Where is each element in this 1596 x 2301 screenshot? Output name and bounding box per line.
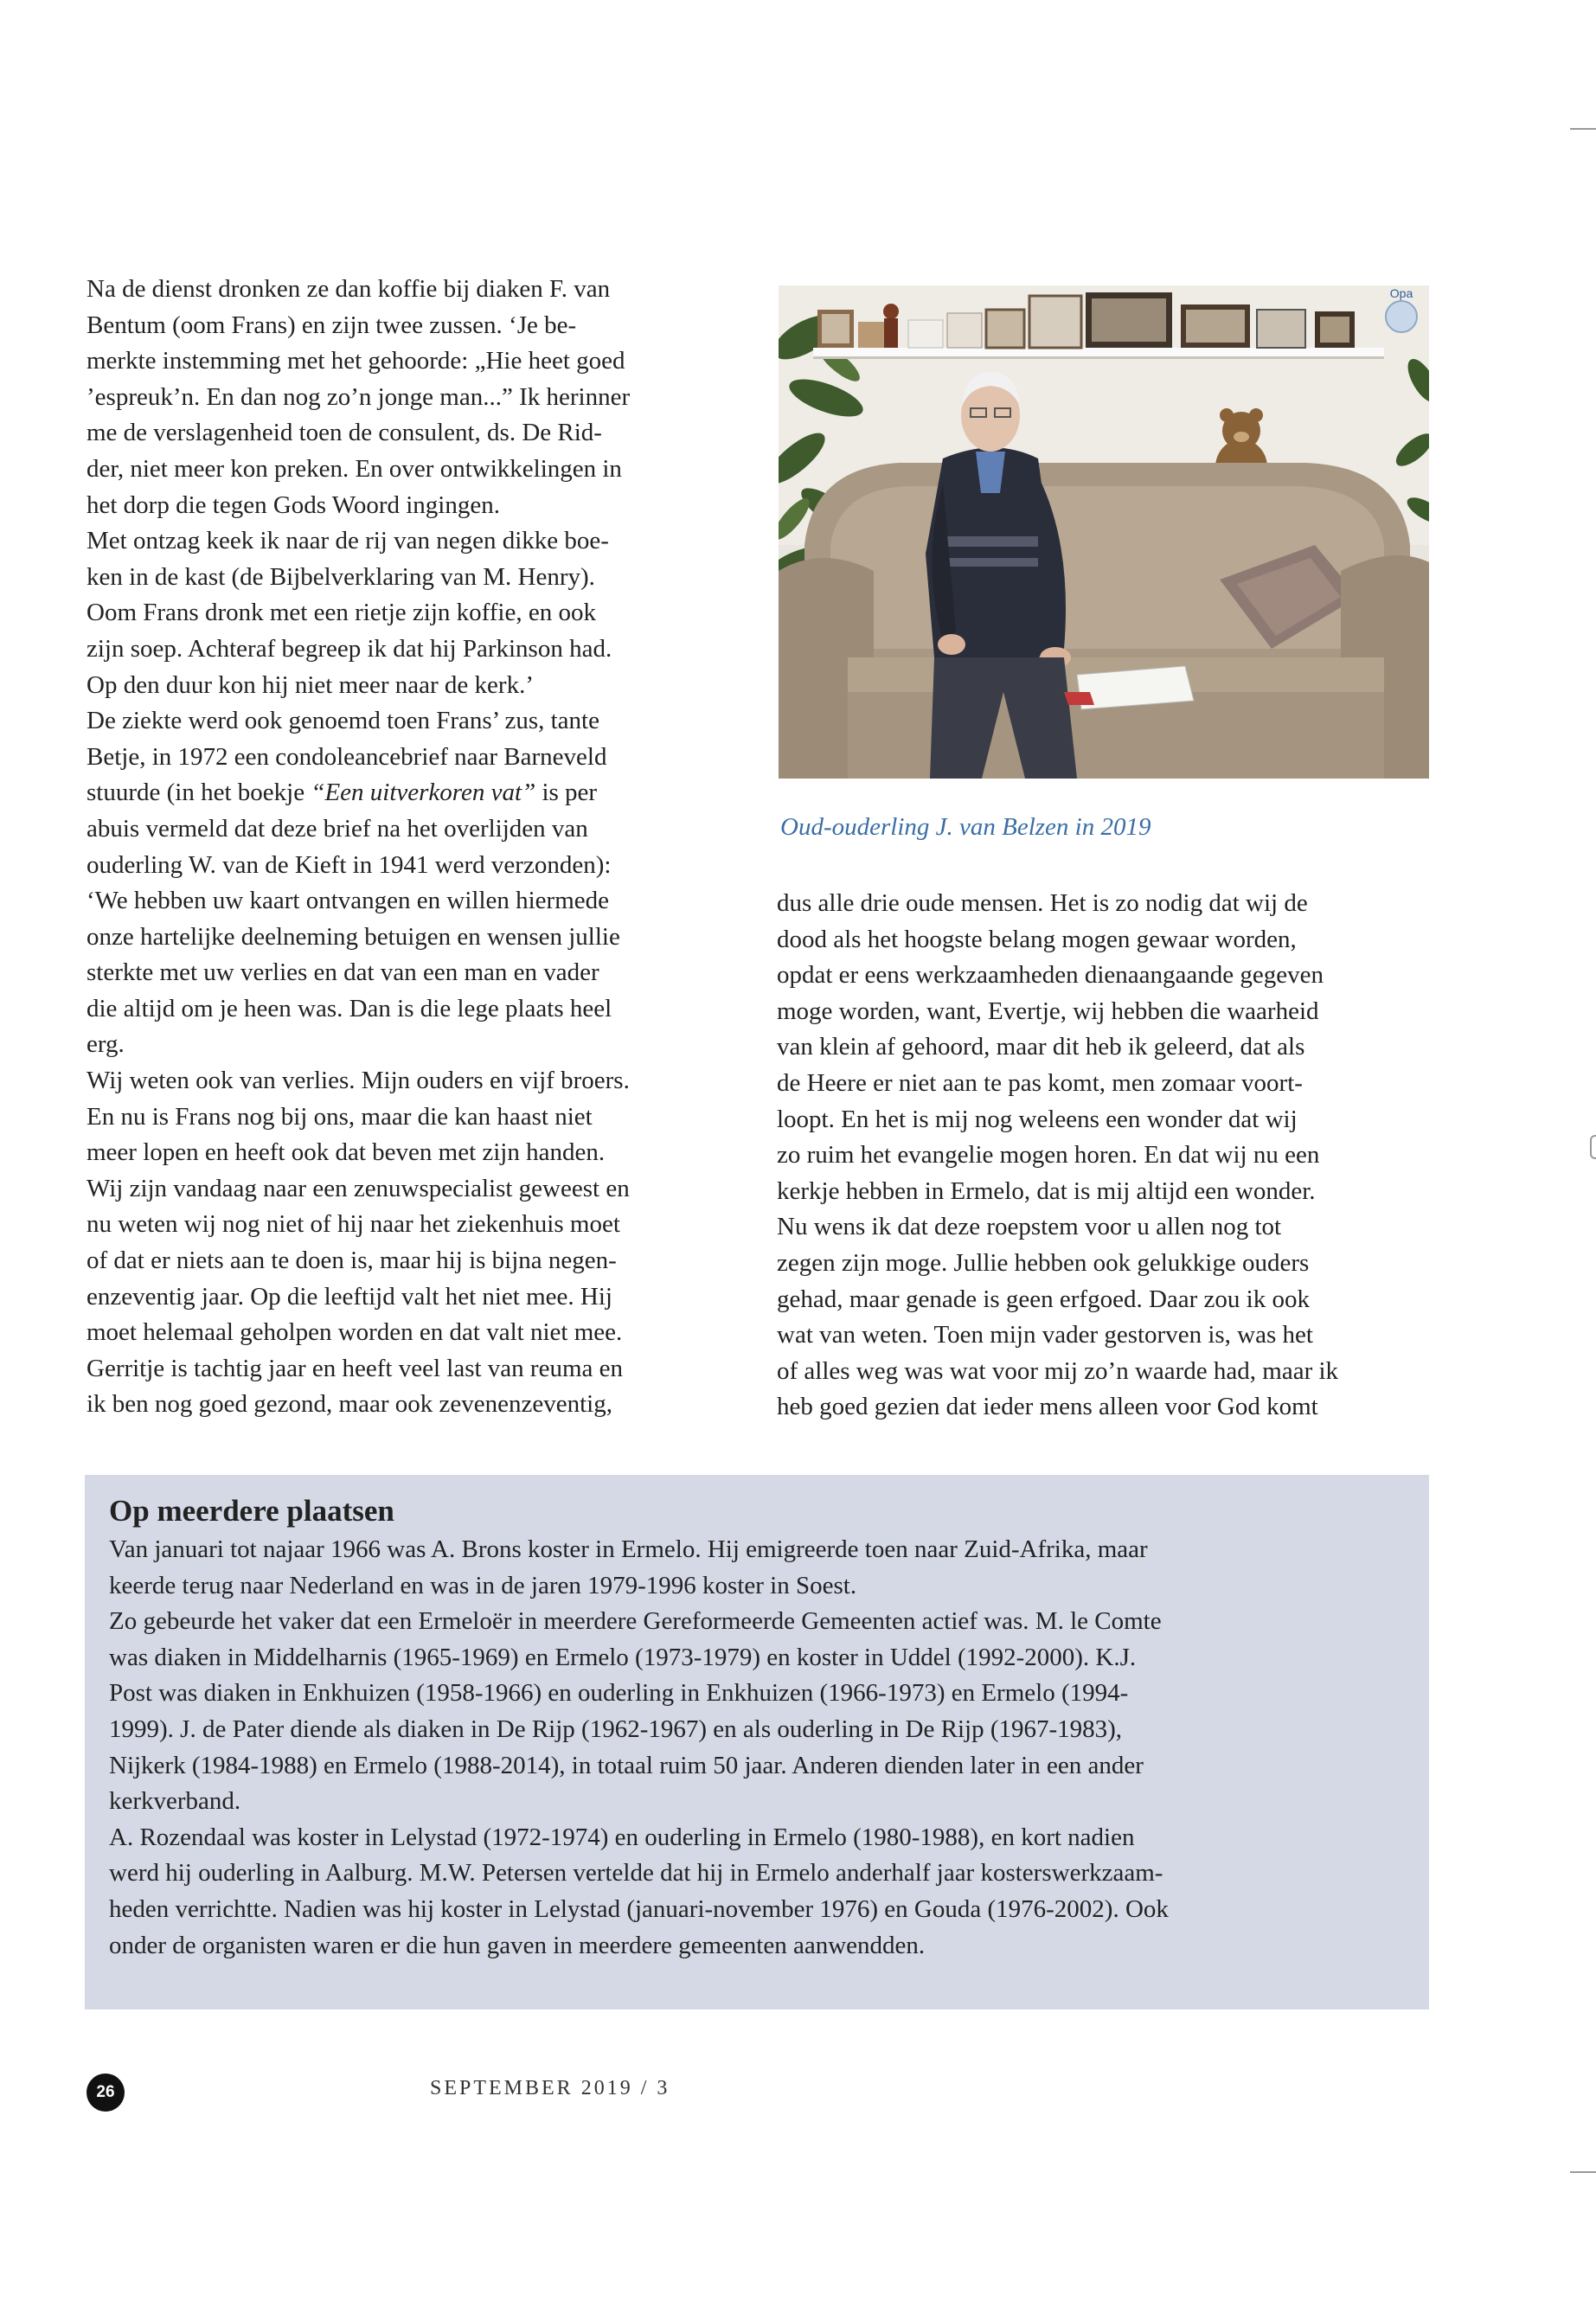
text-segment: moge worden, want, Evertje, wij hebben die waarheid	[777, 997, 1319, 1025]
text-segment: dood als het hoogste belang mogen gewaar worden,	[777, 925, 1297, 953]
text-line: werd hij ouderling in Aalburg. M.W. Petersen vertelde dat hij in Ermelo anderhalf jaar kosterswerkzaam-	[109, 1859, 1163, 1888]
text-segment: Betje, in 1972 een condoleancebrief naar Barneveld	[87, 742, 607, 771]
text-line	[87, 991, 744, 1028]
text-line	[87, 1063, 744, 1099]
text-line	[87, 1279, 744, 1316]
text-segment: zijn soep. Achteraf begreep ik dat hij Parkinson had.	[87, 634, 612, 663]
text-line	[87, 272, 744, 308]
text-line: Nijkerk (1984-1988) en Ermelo (1988-2014), in totaal ruim 50 jaar. Anderen dienden later in een ander	[109, 1751, 1144, 1779]
text-line	[777, 1102, 1434, 1138]
text-line	[87, 703, 744, 740]
text-line: Post was diaken in Enkhuizen (1958-1966) en ouderling in Enkhuizen (1966-1973) en Ermelo (1994-	[109, 1679, 1129, 1708]
text-line: keerde terug naar Nederland en was in de jaren 1979-1996 koster in Soest.	[109, 1571, 857, 1599]
text-line	[777, 922, 1434, 958]
text-line	[777, 1389, 1434, 1426]
text-line	[87, 775, 744, 811]
text-segment: abuis vermeld dat deze brief na het overlijden van	[87, 814, 588, 843]
text-segment: onze hartelijke deelneming betuigen en wensen jullie	[87, 922, 620, 951]
text-line: kerkverband.	[109, 1787, 241, 1816]
text-segment: dus alle drie oude mensen. Het is zo nodig dat wij de	[777, 889, 1308, 917]
text-segment: Op den duur kon hij niet meer naar de kerk.’	[87, 670, 534, 699]
text-segment: der, niet meer kon preken. En over ontwikkelingen in	[87, 454, 622, 483]
text-line	[87, 668, 744, 704]
text-segment: En nu is Frans nog bij ons, maar die kan haast niet	[87, 1102, 593, 1131]
text-line	[87, 560, 744, 596]
text-segment: ‘We hebben uw kaart ontvangen en willen hiermede	[87, 887, 610, 915]
sidebar-title: Op meerdere plaatsen	[109, 1494, 394, 1528]
text-segment: nu weten wij nog niet of hij naar het ziekenhuis moet	[87, 1210, 620, 1239]
text-line	[87, 1243, 744, 1279]
text-line	[87, 488, 744, 524]
text-segment: heb goed gezien dat ieder mens alleen voor God komt	[777, 1393, 1318, 1421]
text-line	[87, 1171, 744, 1208]
text-segment: ouderling W. van de Kieft in 1941 werd verzonden):	[87, 850, 612, 879]
text-segment: zegen zijn moge. Jullie hebben ook gelukkige ouders	[777, 1248, 1310, 1277]
text-segment: me de verslagenheid toen de consulent, ds. De Rid-	[87, 419, 602, 447]
text-segment: of alles weg was wat voor mij zo’n waarde had, maar ik	[777, 1356, 1339, 1385]
page-number: 26	[87, 2073, 125, 2112]
text-line	[87, 1387, 744, 1423]
text-segment: ’espreuk’n. En dan nog zo’n jonge man...” Ik herinner	[87, 382, 631, 411]
text-line	[87, 811, 744, 848]
text-segment: Gerritje is tachtig jaar en heeft veel last van reuma en	[87, 1354, 623, 1382]
text-segment: Oom Frans dronk met een rietje zijn koffie, en ook	[87, 599, 596, 627]
text-segment: gehad, maar genade is geen erfgoed. Daar zou ik ook	[777, 1285, 1310, 1313]
text-line	[87, 595, 744, 631]
text-line	[87, 523, 744, 560]
text-line	[87, 343, 744, 380]
text-line	[777, 1174, 1434, 1210]
text-segment: Wij zijn vandaag naar een zenuwspecialist geweest en	[87, 1174, 630, 1202]
text-line	[87, 631, 744, 668]
text-segment: het dorp die tegen Gods Woord ingingen.	[87, 490, 500, 519]
text-line	[777, 886, 1434, 922]
text-line	[87, 920, 744, 956]
text-segment: die altijd om je heen was. Dan is die lege plaats heel	[87, 994, 612, 1022]
text-segment: merkte instemming met het gehoorde: „Hie heet goed	[87, 347, 625, 375]
text-line	[777, 1066, 1434, 1102]
crop-mark	[1590, 1135, 1596, 1159]
text-line	[87, 740, 744, 776]
text-line: heden verrichtte. Nadien was hij koster in Lelystad (januari-november 1976) en Gouda (1976-2002). Ook	[109, 1894, 1169, 1923]
text-segment: wat van weten. Toen mijn vader gestorven is, was het	[777, 1321, 1313, 1349]
text-segment: stuurde (in het boekje	[87, 779, 311, 807]
text-segment: de Heere er niet aan te pas komt, men zomaar voort-	[777, 1068, 1303, 1097]
crop-mark	[1570, 2171, 1596, 2173]
text-line	[87, 308, 744, 344]
text-line	[87, 883, 744, 920]
text-line	[87, 848, 744, 884]
text-line	[777, 1138, 1434, 1174]
text-line	[777, 1246, 1434, 1282]
text-line	[87, 1099, 744, 1136]
text-segment: of dat er niets aan te doen is, maar hij is bijna negen-	[87, 1247, 617, 1275]
text-segment: moet helemaal geholpen worden en dat valt niet mee.	[87, 1318, 623, 1347]
photo-caption: Oud-ouderling J. van Belzen in 2019	[780, 813, 1151, 841]
text-line: was diaken in Middelharnis (1965-1969) en Ermelo (1973-1979) en koster in Uddel (1992-2000). K.J.	[109, 1643, 1137, 1671]
text-segment: Met ontzag keek ik naar de rij van negen dikke boe-	[87, 527, 609, 555]
text-line	[777, 1029, 1434, 1066]
crop-mark	[1570, 128, 1596, 130]
text-segment: ik ben nog goed gezond, maar ook zevenenzeventig,	[87, 1390, 612, 1419]
text-segment: is per	[535, 779, 598, 807]
text-line	[87, 1135, 744, 1171]
opa-label: Opa	[1389, 286, 1413, 300]
text-segment: sterkte met uw verlies en dat van een man en vader	[87, 958, 599, 987]
text-segment: Na de dienst dronken ze dan koffie bij diaken F. van	[87, 275, 611, 303]
photo-oud-ouderling	[779, 285, 1429, 779]
text-line: onder de organisten waren er die hun gaven in meerdere gemeenten aanwendden.	[109, 1931, 926, 1959]
text-line	[777, 958, 1434, 994]
text-segment: erg.	[87, 1030, 125, 1059]
text-segment: loopt. En het is mij nog weleens een wonder dat wij	[777, 1105, 1298, 1133]
sidebar-box	[85, 1475, 1429, 2009]
text-segment: De ziekte werd ook genoemd toen Frans’ zus, tante	[87, 707, 599, 735]
text-segment: kerkje hebben in Ermelo, dat is mij altijd een wonder.	[777, 1176, 1316, 1205]
text-line	[87, 415, 744, 452]
text-line	[87, 1027, 744, 1063]
left-text-column	[87, 272, 744, 1423]
text-line: A. Rozendaal was koster in Lelystad (1972-1974) en ouderling in Ermelo (1980-1988), en kort nadien	[109, 1823, 1135, 1851]
text-line	[777, 1317, 1434, 1354]
text-line: Zo gebeurde het vaker dat een Ermeloër in meerdere Gereformeerde Gemeenten actief was. M. le Comte	[109, 1607, 1162, 1636]
text-line	[87, 452, 744, 488]
text-segment: Bentum (oom Frans) en zijn twee zussen. ‘Je be-	[87, 311, 577, 339]
text-segment: ken in de kast (de Bijbelverklaring van M. Henry).	[87, 562, 595, 591]
text-line	[87, 1315, 744, 1351]
text-line	[777, 1354, 1434, 1390]
text-segment: meer lopen en heeft ook dat beven met zijn handen.	[87, 1138, 606, 1167]
text-segment: zo ruim het evangelie mogen horen. En dat wij nu een	[777, 1141, 1320, 1170]
text-line	[87, 1351, 744, 1388]
text-line	[87, 955, 744, 991]
text-line	[777, 1209, 1434, 1246]
text-line	[777, 1282, 1434, 1318]
text-segment: Nu wens ik dat deze roepstem voor u allen nog tot	[777, 1213, 1282, 1241]
text-line	[87, 380, 744, 416]
text-segment: enzeventig jaar. Op die leeftijd valt het niet mee. Hij	[87, 1282, 612, 1311]
sidebar-body	[109, 1532, 1169, 1964]
text-segment: opdat er eens werkzaamheden dienaangaande gegeven	[777, 961, 1324, 990]
text-line: Van januari tot najaar 1966 was A. Brons koster in Ermelo. Hij emigreerde toen naar Zuid-Afrika, maar	[109, 1535, 1148, 1563]
text-line: 1999). J. de Pater diende als diaken in De Rijp (1962-1967) en als ouderling in De Rijp (1967-1983),	[109, 1715, 1123, 1743]
text-line	[87, 1207, 744, 1243]
text-segment: van klein af gehoord, maar dit heb ik geleerd, dat als	[777, 1033, 1305, 1061]
issue-label: SEPTEMBER 2019 / 3	[430, 2077, 670, 2099]
text-line	[777, 994, 1434, 1030]
italic-text: “Een uitverkoren vat”	[311, 779, 536, 807]
text-segment: Wij weten ook van verlies. Mijn ouders en vijf broers.	[87, 1067, 630, 1095]
right-text-column	[777, 886, 1434, 1426]
